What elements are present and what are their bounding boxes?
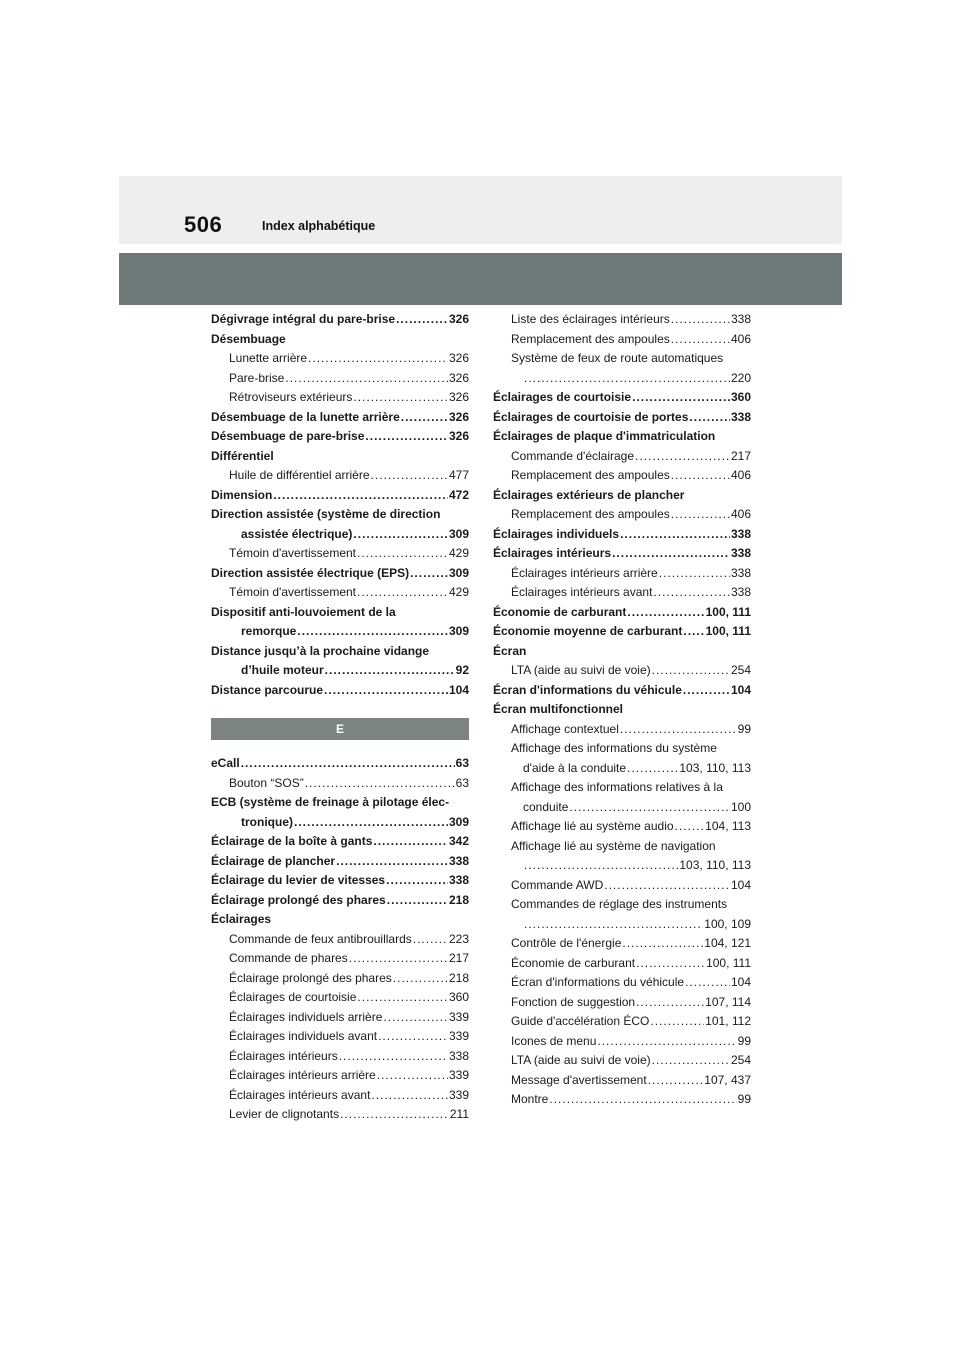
- index-entry-label: tronique): [241, 814, 293, 829]
- dot-leader: [604, 876, 730, 896]
- page-number: 506: [184, 212, 223, 237]
- dot-leader: [373, 832, 448, 852]
- index-entry-page: 326: [448, 409, 469, 424]
- index-entry: [493, 408, 751, 428]
- dot-leader: [294, 813, 448, 833]
- index-entry-page: 429: [448, 546, 469, 560]
- index-entry: [493, 330, 751, 350]
- index-entry-label: Économie de carburant: [493, 604, 627, 619]
- index-entry-label: Éclairages de courtoisie: [229, 990, 357, 1004]
- index-entry-page: 220: [730, 370, 751, 385]
- index-entry-label: Pare-brise: [229, 370, 285, 385]
- index-entry: [211, 603, 469, 623]
- index-entry-label: Éclairage prolongé des phares: [211, 892, 386, 907]
- dot-leader: [524, 369, 730, 389]
- dot-leader: [627, 759, 678, 779]
- header-dark-band: [119, 253, 842, 305]
- index-entry-label: Écran d'informations du véhicule: [511, 975, 685, 989]
- index-entry-page: 309: [448, 526, 469, 541]
- index-entry-page: 339: [448, 1087, 469, 1102]
- index-entry-label: remorque: [241, 624, 297, 638]
- index-entry: [493, 700, 751, 720]
- dot-leader: [357, 583, 448, 603]
- dot-leader: [524, 856, 678, 876]
- index-entry: [211, 1105, 469, 1125]
- section-title: Index alphabétique: [262, 219, 376, 233]
- index-entry: [211, 369, 469, 389]
- dot-leader: [636, 993, 704, 1013]
- index-entry: [211, 1027, 469, 1047]
- dot-leader: [648, 1071, 704, 1091]
- index-entry-label: Levier de clignotants: [229, 1107, 340, 1121]
- index-entry-page: 309: [448, 814, 469, 829]
- header-band: [119, 176, 842, 244]
- index-entry: [493, 1012, 751, 1032]
- index-entry: [493, 934, 751, 954]
- index-entry-label: Désembuage de la lunette arrière: [211, 409, 400, 424]
- index-entry-page: 104: [730, 877, 751, 892]
- dot-leader: [393, 969, 448, 989]
- index-entry-page: 326: [448, 370, 469, 385]
- index-entry-page: 338: [448, 873, 469, 887]
- index-entry: [493, 856, 751, 876]
- index-entry: [211, 1086, 469, 1106]
- index-entry: [211, 910, 469, 930]
- index-entry: [211, 505, 469, 525]
- index-entry-label: Huile de différentiel arrière: [229, 468, 370, 482]
- index-entry-page: 99: [737, 1033, 751, 1048]
- index-entry-label: Éclairage du levier de vitesses: [211, 873, 386, 887]
- index-entry-label: ECB (système de freinage à pilotage élec-: [211, 795, 450, 809]
- dot-leader: [378, 1027, 448, 1047]
- index-list-e: [211, 754, 469, 1125]
- index-entry: [211, 949, 469, 969]
- index-entry-label: assistée électrique): [241, 526, 353, 541]
- index-entry-label: Fonction de suggestion: [511, 994, 636, 1009]
- index-entry: [493, 427, 751, 447]
- index-entry-label: Distance jusqu’à la prochaine vidange: [211, 643, 430, 658]
- index-entry-label: Message d'avertissement: [511, 1072, 647, 1087]
- index-entry-label: Rétroviseurs extérieurs: [229, 390, 353, 404]
- index-entry: [493, 817, 751, 837]
- dot-leader: [285, 369, 448, 389]
- dot-leader: [365, 427, 448, 447]
- index-entry: [211, 930, 469, 950]
- index-entry-page: 218: [448, 970, 469, 985]
- index-entry: [211, 852, 469, 872]
- index-entry-page: 217: [730, 448, 751, 463]
- dot-leader: [612, 544, 730, 564]
- index-entry: [493, 837, 751, 857]
- dot-leader: [386, 871, 448, 891]
- index-entry-label: Éclairages intérieurs avant: [229, 1087, 371, 1102]
- index-entry: [493, 349, 751, 369]
- index-entry-label: Système de feux de route automatiques: [511, 351, 724, 365]
- index-entry-label: Éclairages intérieurs arrière: [511, 565, 658, 580]
- index-list-e-continued: [493, 310, 751, 1110]
- letter-divider-e: E: [211, 718, 469, 740]
- index-entry: [493, 915, 751, 935]
- index-entry: [493, 525, 751, 545]
- index-entry: [211, 661, 469, 681]
- index-entry-label: Économie moyenne de carburant: [493, 624, 683, 638]
- dot-leader: [413, 930, 448, 950]
- index-entry-page: 338: [730, 526, 751, 541]
- dot-leader: [685, 973, 730, 993]
- index-entry: [211, 388, 469, 408]
- index-entry-label: Désembuage de pare-brise: [211, 429, 365, 443]
- index-entry-label: Témoin d'avertissement: [229, 546, 357, 560]
- index-entry: [493, 895, 751, 915]
- index-entry-page: 406: [730, 331, 751, 346]
- index-entry-label: Icones de menu: [511, 1033, 597, 1048]
- index-entry: [493, 544, 751, 564]
- dot-leader: [305, 774, 455, 794]
- index-entry-label: LTA (aide au suivi de voie): [511, 1053, 651, 1067]
- index-entry-label: Éclairages: [211, 912, 272, 926]
- index-entry: [493, 505, 751, 525]
- dot-leader: [371, 466, 448, 486]
- dot-leader: [620, 720, 737, 740]
- dot-leader: [683, 622, 704, 642]
- dot-leader: [675, 817, 705, 837]
- index-entry-page: 100, 109: [704, 916, 751, 931]
- index-entry-page: 218: [448, 892, 469, 907]
- dot-leader: [325, 661, 455, 681]
- dot-leader: [689, 408, 730, 428]
- index-entry-page: 339: [448, 1068, 469, 1082]
- dot-leader: [357, 988, 448, 1008]
- dot-leader: [324, 681, 448, 701]
- dot-leader: [339, 1047, 448, 1067]
- index-entry-page: 99: [737, 721, 751, 736]
- dot-leader: [273, 486, 448, 506]
- index-entry: [211, 754, 469, 774]
- index-entry: [493, 622, 751, 642]
- index-entry-page: 63: [455, 775, 469, 790]
- index-entry-page: 104, 113: [705, 819, 751, 833]
- index-entry-page: 100: [730, 799, 751, 814]
- index-entry-label: Guide d'accélération ÉCO: [511, 1014, 650, 1028]
- dot-leader: [336, 852, 448, 872]
- index-entry: [493, 603, 751, 623]
- dot-leader: [569, 798, 730, 818]
- index-entry-label: Éclairages intérieurs arrière: [229, 1068, 376, 1082]
- index-entry-label: Liste des éclairages intérieurs: [511, 312, 670, 326]
- index-entry-label: Distance parcourue: [211, 682, 324, 697]
- index-entry: [211, 871, 469, 891]
- dot-leader: [652, 1051, 730, 1071]
- index-entry: [493, 486, 751, 506]
- index-entry-page: 104: [730, 682, 751, 697]
- index-entry-label: Dimension: [211, 487, 273, 502]
- index-entry: [493, 1090, 751, 1110]
- index-entry: [493, 447, 751, 467]
- index-entry: [211, 681, 469, 701]
- index-entry: [493, 369, 751, 389]
- index-entry-page: 338: [730, 546, 751, 560]
- index-entry: [211, 525, 469, 545]
- dot-leader: [597, 1032, 736, 1052]
- index-entry: [493, 310, 751, 330]
- dot-leader: [353, 525, 448, 545]
- index-entry-label: Éclairages de courtoisie de portes: [493, 409, 689, 424]
- index-entry-label: Affichage lié au système de navigation: [511, 838, 716, 853]
- index-entry-label: Éclairages intérieurs: [493, 546, 612, 560]
- index-entry-label: Éclairages intérieurs: [229, 1048, 338, 1063]
- index-entry-page: 472: [448, 487, 469, 502]
- index-list-d: [211, 310, 469, 700]
- index-entry: [211, 891, 469, 911]
- index-entry: [211, 1066, 469, 1086]
- index-entry-page: 104, 121: [704, 936, 751, 950]
- index-entry: [211, 969, 469, 989]
- index-entry-page: 103, 110, 113: [679, 760, 751, 775]
- index-entry: [493, 583, 751, 603]
- index-entry-page: 99: [737, 1092, 751, 1106]
- index-entry-page: 309: [448, 565, 469, 580]
- index-entry: [493, 661, 751, 681]
- index-entry-page: 326: [448, 429, 469, 443]
- index-entry-page: 217: [448, 951, 469, 965]
- index-entry-page: 92: [455, 663, 469, 677]
- index-entry-page: 223: [448, 931, 469, 946]
- dot-leader: [357, 544, 448, 564]
- index-entry-label: Éclairages intérieurs avant: [511, 585, 653, 599]
- index-entry-page: 339: [448, 1029, 469, 1043]
- index-entry-page: 100, 111: [705, 624, 751, 638]
- index-entry-label: Remplacement des ampoules: [511, 331, 670, 346]
- index-entry-page: 63: [455, 756, 469, 770]
- index-entry: [493, 720, 751, 740]
- index-entry-page: 338: [448, 1048, 469, 1063]
- dot-leader: [659, 564, 730, 584]
- index-entry-page: 211: [449, 1107, 469, 1121]
- dot-leader: [620, 525, 730, 545]
- dot-leader: [622, 934, 703, 954]
- index-entry: [493, 954, 751, 974]
- dot-leader: [410, 564, 448, 584]
- index-entry-page: 338: [730, 409, 751, 424]
- dot-leader: [387, 891, 448, 911]
- index-entry: [211, 466, 469, 486]
- index-entry: [211, 988, 469, 1008]
- index-entry: [493, 1032, 751, 1052]
- index-entry-page: 326: [448, 312, 469, 326]
- index-entry: [493, 681, 751, 701]
- index-entry-label: Désembuage: [211, 331, 286, 346]
- index-entry-label: LTA (aide au suivi de voie): [511, 663, 651, 677]
- index-entry-page: 101, 112: [705, 1014, 751, 1028]
- index-entry: [493, 388, 751, 408]
- index-entry-page: 100, 111: [706, 955, 751, 970]
- index-entry-label: Éclairages de courtoisie: [493, 390, 632, 404]
- dot-leader: [632, 388, 730, 408]
- dot-leader: [671, 505, 730, 525]
- index-entry: [493, 973, 751, 993]
- index-entry-label: Éclairages extérieurs de plancher: [493, 487, 685, 502]
- index-entry: [493, 1051, 751, 1071]
- index-entry: [211, 447, 469, 467]
- index-entry-page: 338: [730, 312, 751, 326]
- index-entry: [211, 544, 469, 564]
- index-entry-page: 406: [730, 468, 751, 482]
- index-entry-label: Remplacement des ampoules: [511, 468, 670, 482]
- dot-leader: [671, 310, 730, 330]
- index-entry: [211, 622, 469, 642]
- index-entry: [493, 564, 751, 584]
- index-entry: [493, 798, 751, 818]
- index-entry-page: 107, 114: [705, 994, 751, 1009]
- index-entry-page: 254: [730, 663, 751, 677]
- index-entry-page: 406: [730, 507, 751, 521]
- index-entry: [493, 642, 751, 662]
- index-entry: [211, 427, 469, 447]
- dot-leader: [683, 681, 730, 701]
- index-entry-label: Affichage lié au système audio: [511, 819, 674, 833]
- index-entry-label: Affichage des informations relatives à la: [511, 780, 723, 794]
- index-entry: [211, 793, 469, 813]
- dot-leader: [241, 754, 455, 774]
- index-entry-page: 326: [448, 390, 469, 404]
- dot-leader: [349, 949, 448, 969]
- index-entry: [493, 1071, 751, 1091]
- index-entry-page: 338: [730, 565, 751, 580]
- index-entry-label: Lunette arrière: [229, 351, 308, 365]
- index-entry-label: Éclairage de la boîte à gants: [211, 834, 373, 848]
- dot-leader: [671, 330, 730, 350]
- index-entry-page: 360: [448, 990, 469, 1004]
- index-entry-label: Remplacement des ampoules: [511, 507, 670, 521]
- dot-leader: [401, 408, 448, 428]
- index-entry-label: Économie de carburant: [511, 955, 636, 970]
- dot-leader: [383, 1008, 448, 1028]
- dot-leader: [635, 447, 730, 467]
- index-entry-page: 338: [448, 853, 469, 868]
- index-entry-page: 100, 111: [705, 604, 751, 619]
- index-entry-label: Dispositif anti-louvoiement de la: [211, 604, 396, 619]
- index-entry: [493, 739, 751, 759]
- dot-leader: [396, 310, 448, 330]
- dot-leader: [653, 583, 730, 603]
- dot-leader: [652, 661, 730, 681]
- dot-leader: [377, 1066, 448, 1086]
- index-entry-label: Écran multifonctionnel: [493, 702, 624, 716]
- index-column-right: [493, 310, 751, 1110]
- index-entry-label: Montre: [511, 1092, 549, 1106]
- dot-leader: [371, 1086, 448, 1106]
- index-entry-label: d’huile moteur: [241, 663, 324, 677]
- index-entry-label: Direction assistée électrique (EPS): [211, 565, 410, 580]
- index-entry-label: Éclairages de plaque d'immatriculation: [493, 429, 716, 443]
- index-entry: [211, 330, 469, 350]
- index-entry-label: Témoin d'avertissement: [229, 585, 357, 599]
- index-entry-label: Éclairage prolongé des phares: [229, 970, 392, 985]
- index-entry-page: 477: [448, 468, 469, 482]
- index-entry-page: 104: [448, 682, 469, 697]
- dot-leader: [353, 388, 448, 408]
- index-entry: [493, 876, 751, 896]
- index-entry-label: Écran: [493, 643, 527, 658]
- index-entry-page: 104: [730, 975, 751, 989]
- dot-leader: [297, 622, 448, 642]
- dot-leader: [650, 1012, 704, 1032]
- index-entry-page: 103, 110, 113: [679, 858, 751, 872]
- index-entry-label: Écran d'informations du véhicule: [493, 682, 682, 697]
- index-entry: [493, 759, 751, 779]
- index-entry-label: Commandes de réglage des instruments: [511, 897, 728, 911]
- dot-leader: [627, 603, 704, 623]
- index-entry-label: Commande de phares: [229, 951, 348, 965]
- dot-leader: [308, 349, 448, 369]
- index-entry-label: Éclairages individuels: [493, 526, 620, 541]
- dot-leader: [340, 1105, 449, 1125]
- index-entry-label: Éclairages individuels arrière: [229, 1009, 383, 1024]
- index-entry: [211, 349, 469, 369]
- index-entry-label: Commande AWD: [511, 877, 604, 892]
- dot-leader: [636, 954, 705, 974]
- index-entry: [211, 642, 469, 662]
- dot-leader: [524, 915, 703, 935]
- index-entry-label: Commande de feux antibrouillards: [229, 931, 412, 946]
- index-entry-label: Bouton “SOS”: [229, 775, 304, 790]
- index-entry-label: Affichage contextuel: [511, 721, 619, 736]
- index-entry: [211, 583, 469, 603]
- index-entry-label: Éclairage de plancher: [211, 853, 336, 868]
- index-entry-page: 429: [448, 585, 469, 599]
- index-entry: [211, 1047, 469, 1067]
- index-entry: [211, 310, 469, 330]
- index-entry: [211, 486, 469, 506]
- index-entry-page: 342: [448, 834, 469, 848]
- index-entry-label: eCall: [211, 756, 240, 770]
- index-entry-page: 254: [730, 1053, 751, 1067]
- index-entry-page: 360: [730, 390, 751, 404]
- index-entry-label: Affichage des informations du système: [511, 741, 717, 755]
- index-entry-page: 338: [730, 585, 751, 599]
- index-entry-label: Éclairages individuels avant: [229, 1029, 378, 1043]
- index-entry-label: Contrôle de l'énergie: [511, 936, 622, 950]
- index-entry-label: Commande d'éclairage: [511, 448, 635, 463]
- index-entry: [211, 813, 469, 833]
- index-entry-label: Direction assistée (système de direction: [211, 507, 441, 521]
- index-entry-page: 326: [448, 351, 469, 365]
- index-entry-label: Différentiel: [211, 448, 274, 463]
- index-entry-label: d'aide à la conduite: [523, 760, 627, 775]
- index-entry: [211, 1008, 469, 1028]
- index-entry: [211, 564, 469, 584]
- index-entry: [211, 774, 469, 794]
- index-entry: [211, 408, 469, 428]
- index-column-left: [211, 310, 469, 1125]
- index-entry-page: 339: [448, 1009, 469, 1024]
- index-entry-page: 107, 437: [704, 1072, 751, 1087]
- index-entry-label: conduite: [523, 799, 569, 814]
- index-entry-label: Dégivrage intégral du pare-brise: [211, 312, 396, 326]
- index-entry: [493, 466, 751, 486]
- index-entry: [493, 778, 751, 798]
- index-entry-page: 309: [448, 624, 469, 638]
- index-entry: [211, 832, 469, 852]
- dot-leader: [549, 1090, 736, 1110]
- index-entry: [493, 993, 751, 1013]
- dot-leader: [671, 466, 730, 486]
